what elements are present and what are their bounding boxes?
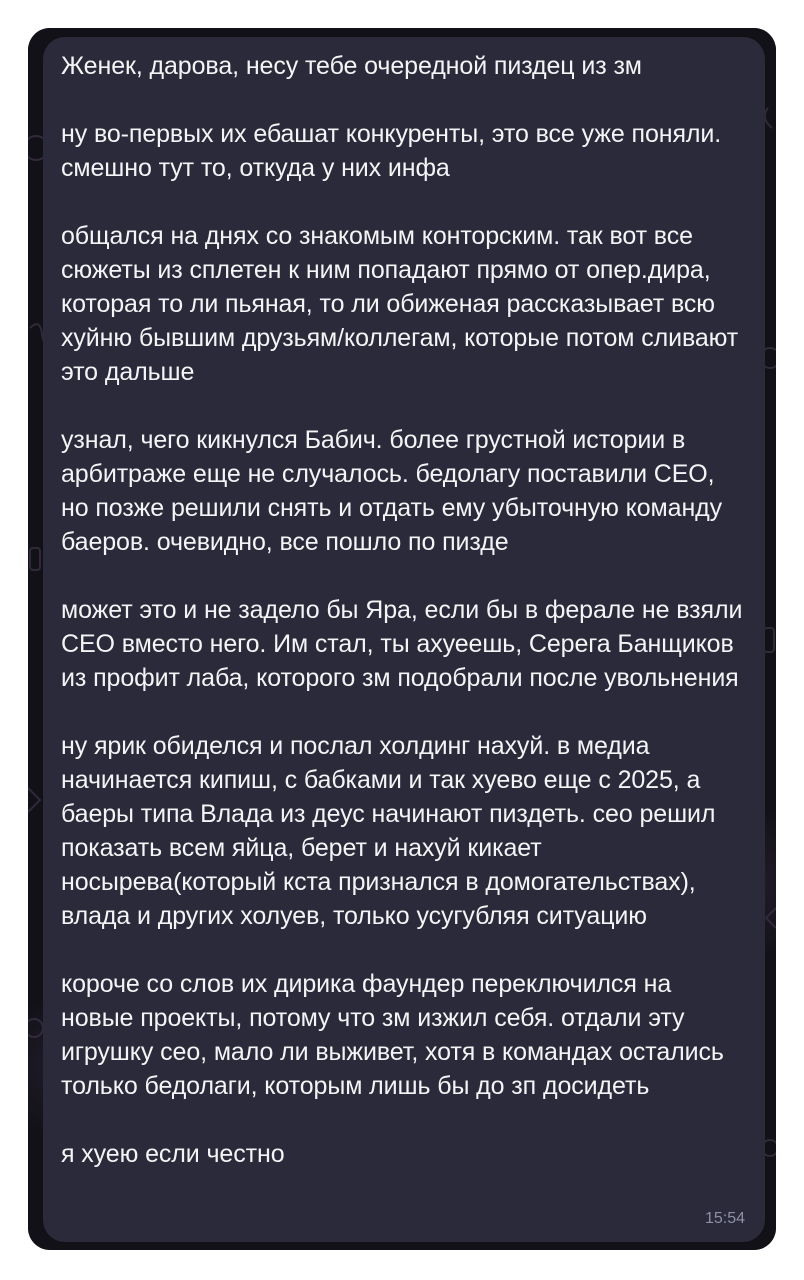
message-paragraph: короче со слов их дирика фаундер переключился на новые проекты, потому что зм изжил себя. отдали эту игрушку сео, мало ли выживет, хотя в командах остались только бедолаги, которым лишь бы до зп досидеть — [61, 970, 724, 1100]
chat-screen — [28, 28, 776, 1250]
message-text — [61, 49, 747, 1171]
message-paragraph: ну ярик обиделся и послал холдинг нахуй. в медиа начинается кипиш, с бабками и так хуево еще с 2025, а баеры типа Влада из деус начинают пиздеть. сео решил показать всем яйца, берет и нахуй кикает носырева(который кста признался в домогательствах), влада и других холуев, только усугубляя ситуацию — [61, 732, 716, 930]
message-timestamp: 15:54 — [704, 1210, 745, 1227]
message-paragraph: Женек, дарова, несу тебе очередной пиздец из зм — [61, 52, 642, 80]
message-paragraph: общался на днях со знакомым конторским. так вот все сюжеты из сплетен к ним попадают прямо от опер.дира, которая то ли пьяная, то ли обиженая рассказывает всю хуйню бывшим друзьям/коллегам, которые потом сливают это дальше — [61, 222, 739, 386]
message-bubble[interactable] — [43, 37, 765, 1242]
message-paragraph: узнал, чего кикнулся Бабич. более грустной истории в арбитраже еще не случалось. бедолагу поставили CEO, но позже решили снять и отдать ему убыточную команду баеров. очевидно, все пошло по пизде — [61, 426, 723, 556]
message-paragraph: ну во-первых их ебашат конкуренты, это все уже поняли. смешно тут то, откуда у них инфа — [61, 120, 722, 182]
message-paragraph: может это и не задело бы Яра, если бы в ферале не взяли CEO вместо него. Им стал, ты ахуеешь, Серега Банщиков из профит лаба, которого зм подобрали после увольнения — [61, 596, 743, 692]
message-paragraph: я хуею если честно — [61, 1140, 285, 1168]
